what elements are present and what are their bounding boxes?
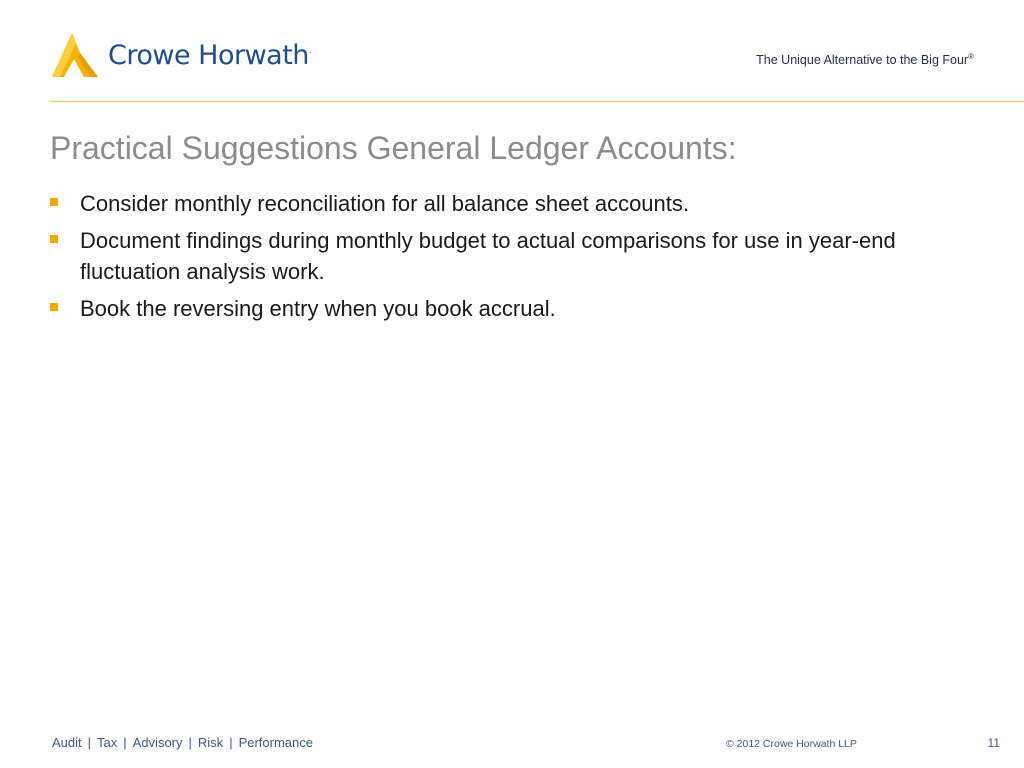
header-divider xyxy=(50,101,1024,102)
bullet-item xyxy=(50,293,1000,324)
bullet-text: Book the reversing entry when you book accrual. xyxy=(80,296,556,321)
slide-title: Practical Suggestions General Ledger Accounts: xyxy=(50,130,737,166)
square-bullet-icon xyxy=(50,303,58,311)
bullet-text: Consider monthly reconciliation for all balance sheet accounts. xyxy=(80,191,689,216)
bullet-list xyxy=(50,188,1000,330)
square-bullet-icon xyxy=(50,235,58,243)
footer-link-tax: Tax xyxy=(97,735,118,750)
footer-link-advisory: Advisory xyxy=(132,735,183,750)
footer-separator: | xyxy=(123,735,127,750)
footer-link-performance: Performance xyxy=(238,735,313,750)
crowe-logo-icon xyxy=(50,31,100,79)
footer-service-links xyxy=(52,735,313,750)
square-bullet-icon xyxy=(50,198,58,206)
footer-separator: | xyxy=(229,735,233,750)
footer-separator: | xyxy=(87,735,92,750)
footer-link-audit: Audit xyxy=(52,735,82,750)
bullet-item xyxy=(50,225,1000,287)
company-logo xyxy=(50,30,311,80)
copyright-notice: © 2012 Crowe Horwath LLP xyxy=(726,738,857,750)
logo-wordmark: Crowe Horwath. xyxy=(108,39,311,71)
page-number: 11 xyxy=(987,736,1000,750)
footer-separator: | xyxy=(188,735,192,750)
footer-link-risk: Risk xyxy=(197,735,224,750)
tagline: The Unique Alternative to the Big Four® xyxy=(756,52,974,68)
bullet-text: Document findings during monthly budget to actual comparisons for use in year-end fluctuation analysis work. xyxy=(80,228,896,284)
bullet-item xyxy=(50,188,1000,219)
